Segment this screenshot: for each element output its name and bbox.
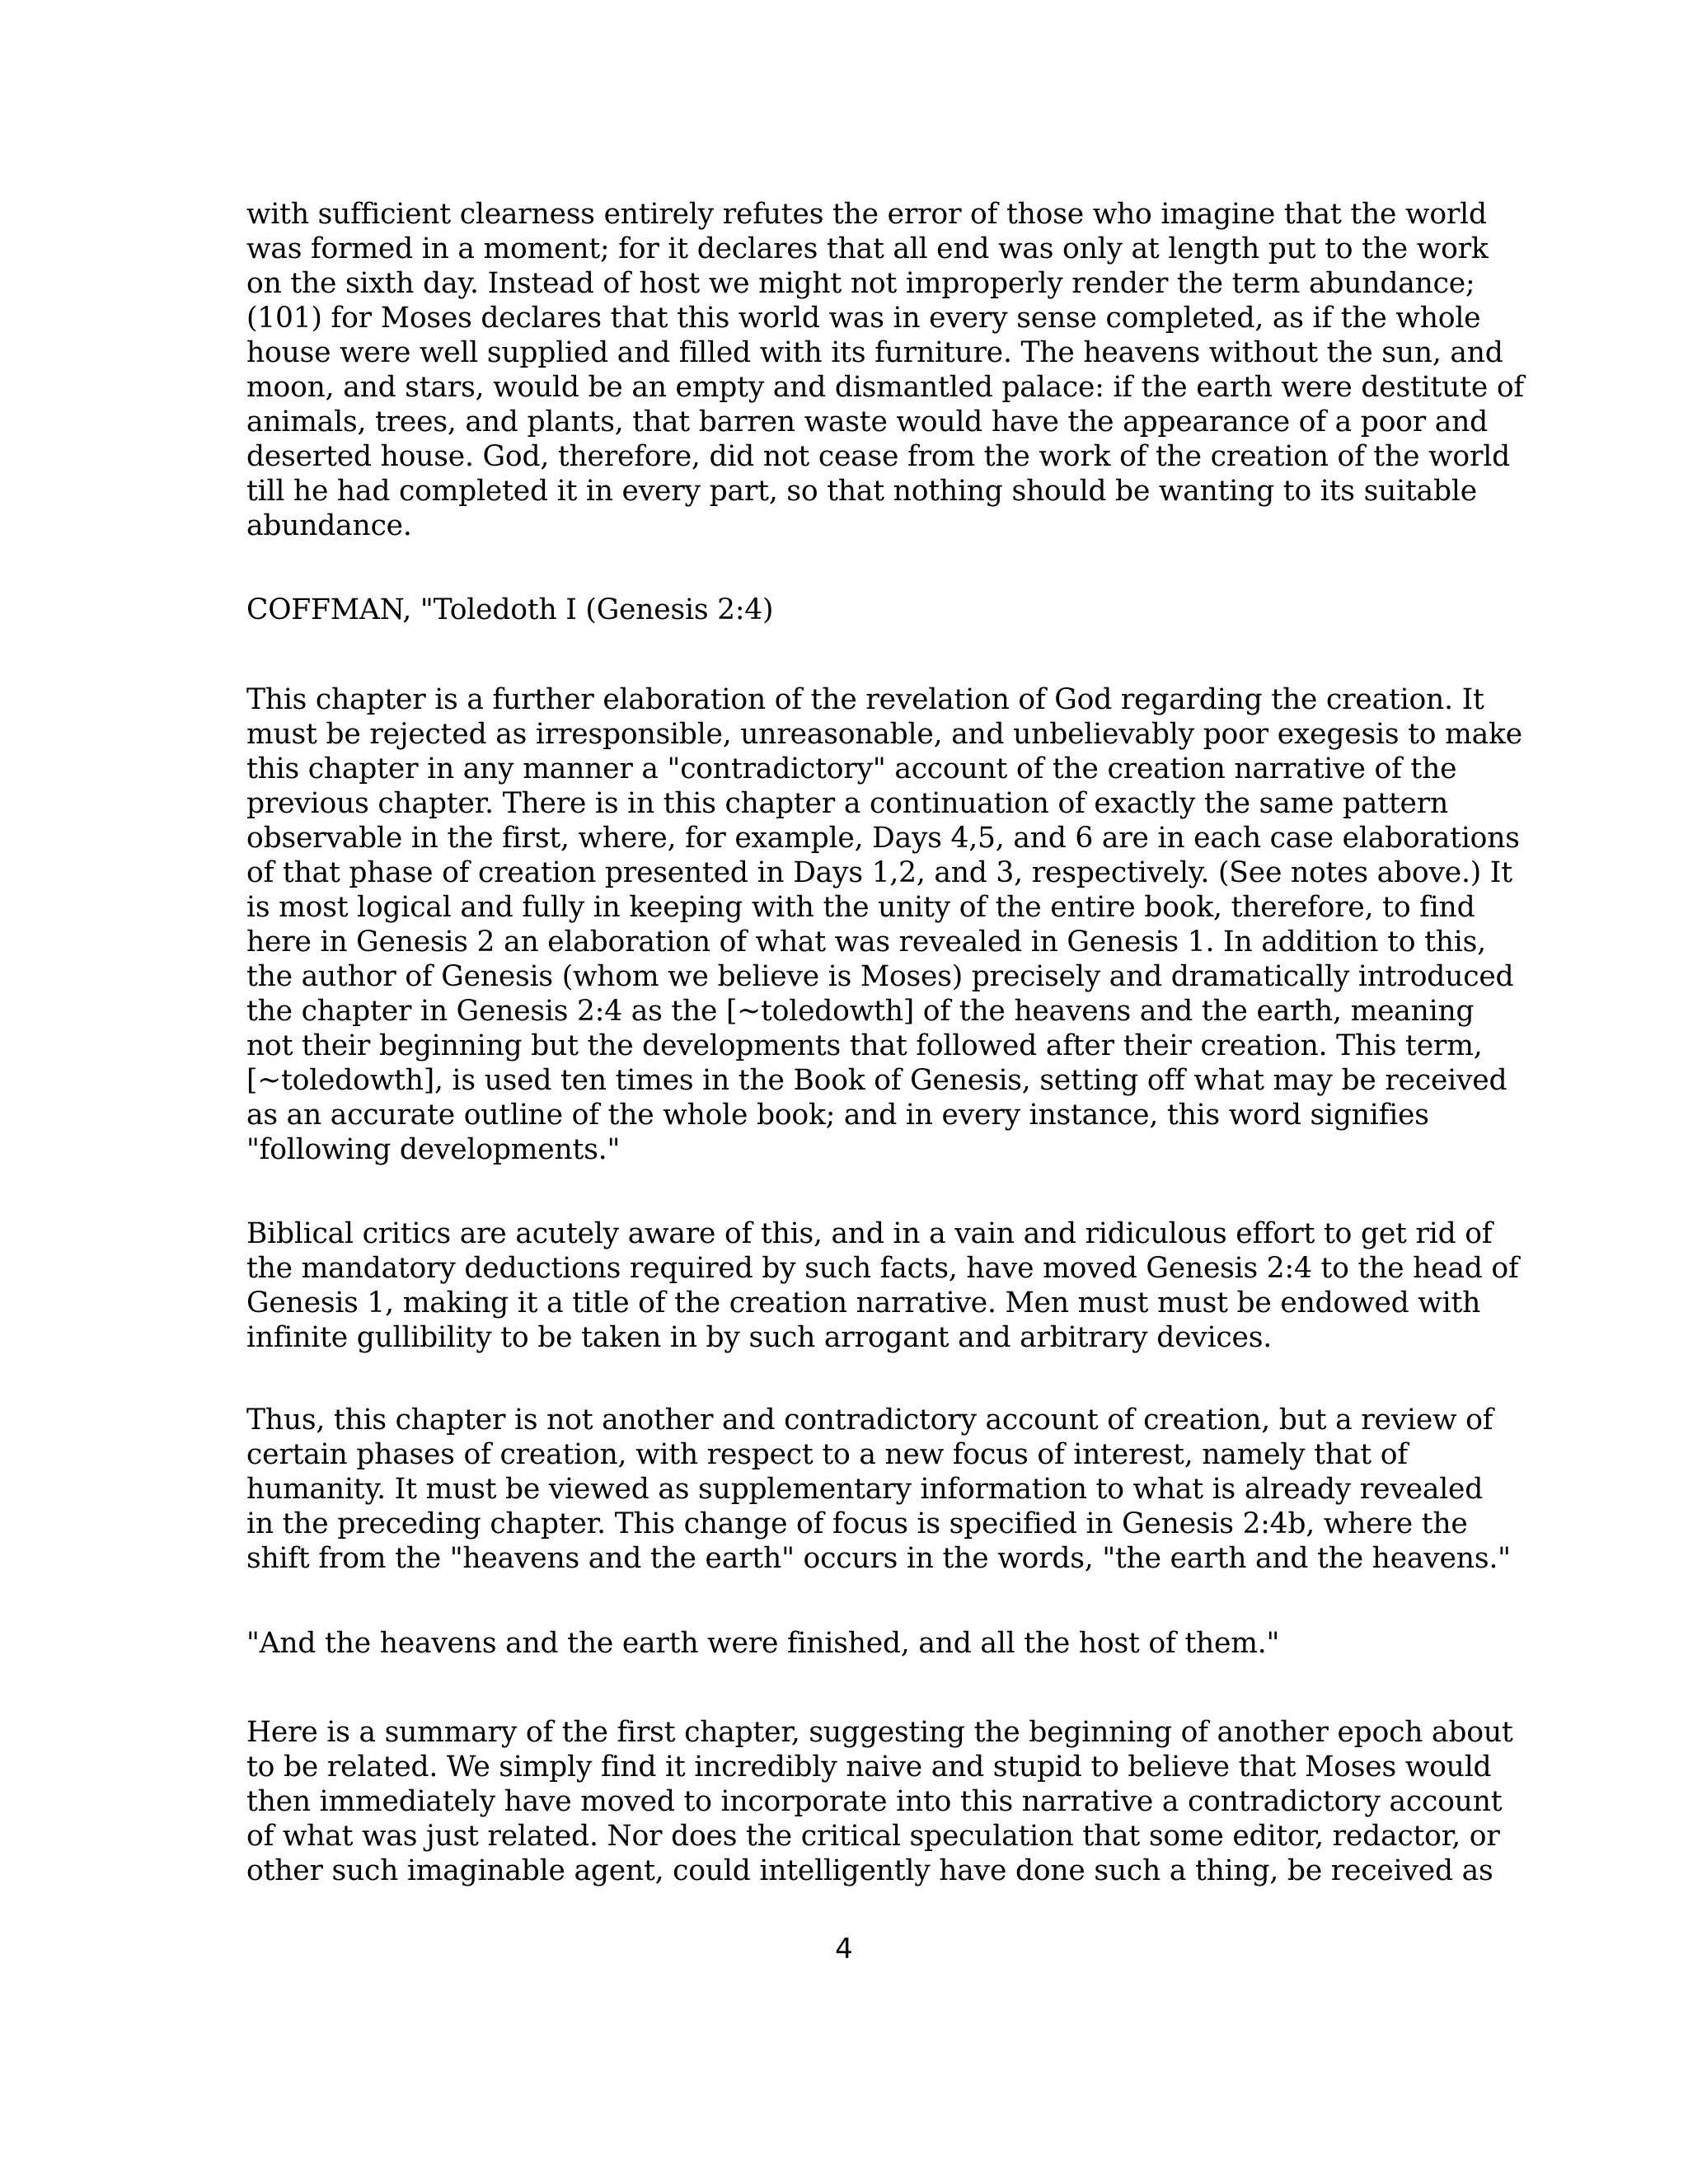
- text-line: must be rejected as irresponsible, unreasonable, and unbelievably poor exegesis to make: [246, 718, 1522, 751]
- page-number: 4: [835, 1933, 853, 1966]
- text-line: as an accurate outline of the whole book; and in every instance, this word signifies: [246, 1099, 1429, 1132]
- text-line: humanity. It must be viewed as supplementary information to what is already revealed: [246, 1473, 1484, 1506]
- text-line: the chapter in Genesis 2:4 as the [~toledowth] of the heavens and the earth, meaning: [246, 995, 1475, 1028]
- text-line: on the sixth day. Instead of host we might not improperly render the term abundance;: [246, 267, 1475, 300]
- text-line: moon, and stars, would be an empty and dismantled palace: if the earth were destitute of: [246, 371, 1524, 404]
- text-line: COFFMAN, "Toledoth I (Genesis 2:4): [246, 593, 774, 626]
- text-line: abundance.: [246, 509, 412, 542]
- paragraph-summary-first-chapter: [246, 1715, 1513, 1888]
- paragraph-biblical-critics: [246, 1216, 1519, 1355]
- text-line: [~toledowth], is used ten times in the Book of Genesis, setting off what may be received: [246, 1064, 1507, 1097]
- text-line: This chapter is a further elaboration of the revelation of God regarding the creation. It: [246, 683, 1484, 716]
- text-line: "following developments.": [246, 1133, 621, 1166]
- text-line: Thus, this chapter is not another and contradictory account of creation, but a review of: [246, 1404, 1493, 1436]
- paragraph-review-of-creation: [246, 1403, 1511, 1576]
- paragraph-chapter-elaboration: [246, 682, 1522, 1167]
- paragraph-coffman-heading: [246, 593, 1442, 627]
- text-line: to be related. We simply find it incredibly naive and stupid to believe that Moses would: [246, 1750, 1492, 1783]
- text-line: previous chapter. There is in this chapter a continuation of exactly the same pattern: [246, 787, 1449, 820]
- text-line: of that phase of creation presented in Days 1,2, and 3, respectively. (See notes above.) It: [246, 856, 1512, 889]
- text-line: the author of Genesis (whom we believe is Moses) precisely and dramatically introduced: [246, 960, 1514, 993]
- text-line: other such imaginable agent, could intelligently have done such a thing, be received as: [246, 1854, 1493, 1887]
- text-line: shift from the "heavens and the earth" occurs in the words, "the earth and the heavens.": [246, 1542, 1511, 1575]
- paragraph-calvin-abundance: [246, 197, 1524, 543]
- text-line: then immediately have moved to incorporate into this narrative a contradictory account: [246, 1785, 1503, 1818]
- text-line: Biblical critics are acutely aware of this, and in a vain and ridiculous effort to get rid of: [246, 1217, 1493, 1250]
- text-line: not their beginning but the developments that followed after their creation. This term,: [246, 1029, 1483, 1062]
- text-line: is most logical and fully in keeping with the unity of the entire book, therefore, to find: [246, 891, 1475, 924]
- text-line: Here is a summary of the first chapter, suggesting the beginning of another epoch about: [246, 1716, 1513, 1749]
- text-line: the mandatory deductions required by such facts, have moved Genesis 2:4 to the head of: [246, 1252, 1519, 1285]
- text-line: in the preceding chapter. This change of focus is specified in Genesis 2:4b, where the: [246, 1507, 1468, 1540]
- text-line: this chapter in any manner a "contradictory" account of the creation narrative of the: [246, 752, 1457, 785]
- text-line: with sufficient clearness entirely refutes the error of those who imagine that the world: [246, 198, 1487, 231]
- text-line: deserted house. God, therefore, did not cease from the work of the creation of the world: [246, 440, 1510, 473]
- paragraph-quoted-verse: [246, 1626, 1442, 1661]
- text-line: Genesis 1, making it a title of the creation narrative. Men must must be endowed with: [246, 1286, 1481, 1319]
- text-line: (101) for Moses declares that this world was in every sense completed, as if the whole: [246, 302, 1481, 335]
- text-line: infinite gullibility to be taken in by such arrogant and arbitrary devices.: [246, 1321, 1273, 1354]
- text-line: observable in the first, where, for example, Days 4,5, and 6 are in each case elaborations: [246, 822, 1520, 855]
- text-line: animals, trees, and plants, that barren waste would have the appearance of a poor and: [246, 405, 1489, 438]
- text-line: certain phases of creation, with respect to a new focus of interest, namely that of: [246, 1438, 1408, 1471]
- text-line: here in Genesis 2 an elaboration of what was revealed in Genesis 1. In addition to this,: [246, 926, 1486, 958]
- text-line: was formed in a moment; for it declares that all end was only at length put to the work: [246, 232, 1489, 265]
- text-line: house were well supplied and filled with its furniture. The heavens without the sun, and: [246, 336, 1503, 369]
- text-line: till he had completed it in every part, so that nothing should be wanting to its suitable: [246, 475, 1477, 508]
- text-line: of what was just related. Nor does the critical speculation that some editor, redactor, or: [246, 1820, 1500, 1853]
- text-line: "And the heavens and the earth were finished, and all the host of them.": [246, 1627, 1280, 1660]
